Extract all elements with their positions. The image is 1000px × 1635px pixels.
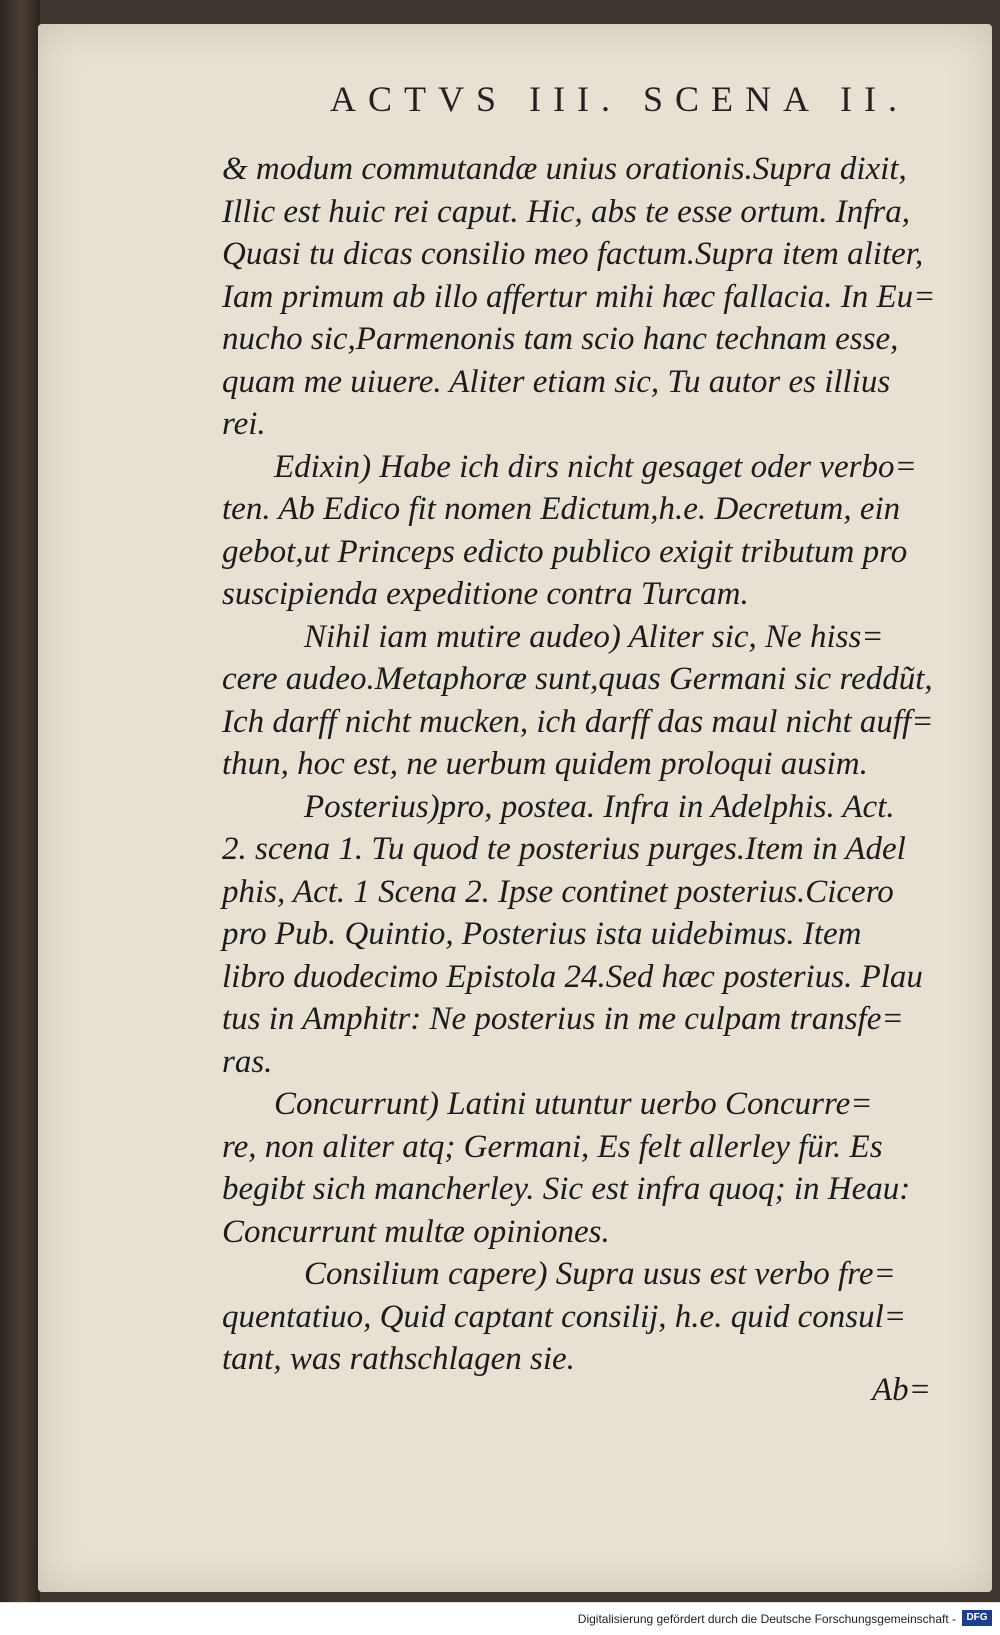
dfg-logo: DFG: [962, 1610, 992, 1626]
text-line: tus in Amphitr: Ne posterius in me culpam transfe=: [222, 1001, 904, 1037]
text-line: gebot,ut Princeps edicto publico exigit tributum pro: [222, 533, 908, 570]
text-line: Iam primum ab illo affertur mihi hæc fallacia. In Eu=: [222, 278, 936, 315]
text-line: thun, hoc est, ne uerbum quidem proloqui ausim.: [222, 746, 868, 782]
text-line: tant, was rathschlagen sie.: [222, 1341, 575, 1377]
text-line: quentatiuo, Quid captant consilij, h.e. quid consul=: [222, 1298, 907, 1335]
text-line: nucho sic,Parmenonis tam scio hanc technam esse,: [222, 321, 899, 357]
text-line: Concurrunt) Latini utuntur uerbo Concurre=: [274, 1086, 873, 1122]
text-line: quam me uiuere. Aliter etiam sic, Tu autor es illius: [222, 363, 891, 400]
text-line: & modum commutandæ unius orationis.Supra dixit,: [222, 151, 907, 187]
text-line: re, non aliter atq; Germani, Es felt allerley für. Es: [222, 1128, 883, 1165]
running-header: ACTVS III. SCENA II.: [330, 79, 909, 119]
footer-bar: [0, 1602, 1000, 1635]
text-line: cere audeo.Metaphoræ sunt,quas Germani sic reddũt,: [222, 661, 933, 697]
text-line: Edixin) Habe ich dirs nicht gesaget oder verbo=: [274, 448, 917, 485]
text-line: suscipienda expeditione contra Turcam.: [222, 576, 749, 612]
text-line: Illic est huic rei caput. Hic, abs te esse ortum. Infra,: [222, 193, 910, 230]
text-line: Ich darff nicht mucken, ich darff das maul nicht auff=: [222, 703, 934, 740]
body-text: [222, 148, 942, 1381]
funding-notice: Digitalisierung gefördert durch die Deutsche Forschungsgemeinschaft -: [577, 1612, 956, 1626]
text-line: 2. scena 1. Tu quod te posterius purges.Item in Adel: [222, 831, 906, 867]
text-line: Nihil iam mutire audeo) Aliter sic, Ne hiss=: [304, 618, 884, 655]
text-line: pro Pub. Quintio, Posterius ista uidebimus. Item: [222, 916, 862, 952]
text-line: libro duodecimo Epistola 24.Sed hæc posterius. Plau: [222, 958, 923, 995]
text-line: Consilium capere) Supra usus est verbo fre=: [304, 1256, 896, 1292]
text-line: begibt sich mancherley. Sic est infra quoq; in Heau:: [222, 1171, 911, 1207]
text-line: ten. Ab Edico fit nomen Edictum,h.e. Decretum, ein: [222, 491, 901, 527]
text-line: ras.: [222, 1043, 273, 1080]
text-line: Quasi tu dicas consilio meo factum.Supra item aliter,: [222, 236, 924, 272]
catchword: Ab=: [872, 1372, 931, 1408]
text-line: Concurrunt multæ opiniones.: [222, 1213, 610, 1250]
text-line: Posterius)pro, postea. Infra in Adelphis. Act.: [304, 788, 895, 825]
text-line: rei.: [222, 406, 266, 442]
book-spine: [0, 0, 40, 1602]
text-line: phis, Act. 1 Scena 2. Ipse continet posterius.Cicero: [222, 873, 894, 910]
